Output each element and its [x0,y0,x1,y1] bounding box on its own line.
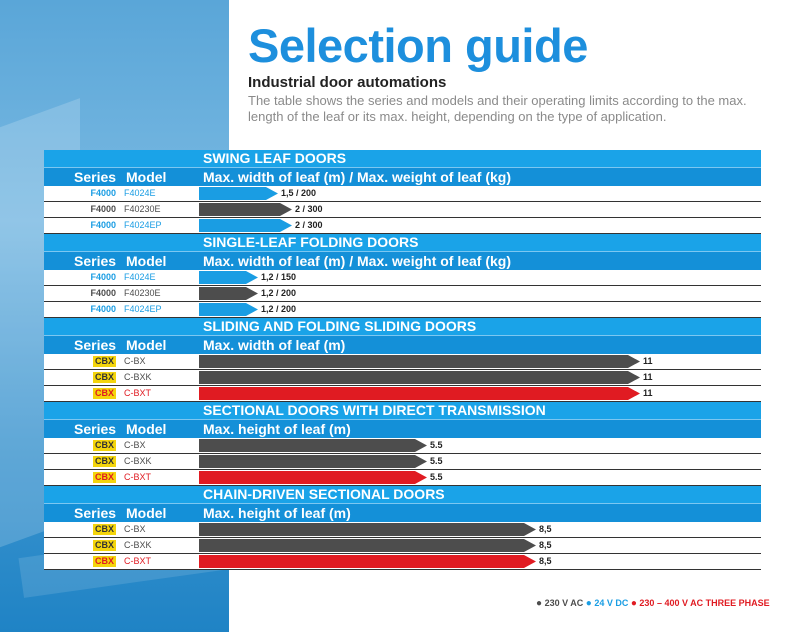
page-title: Selection guide [248,19,588,72]
limit-bar [199,555,536,568]
limit-bar-area [199,355,761,368]
section-title-text: SECTIONAL DOORS WITH DIRECT TRANSMISSION [203,402,546,418]
series-badge: CBX [94,440,114,450]
model-cell: C-BXT [124,472,151,482]
section-column-header [44,251,761,270]
table-row [44,218,761,234]
series-cell: F4000 [90,204,116,214]
section-title [44,150,761,167]
series-column-header: Series [74,337,117,353]
legend-dc24: 24 V DC [594,598,629,608]
limit-bar-area [199,187,761,200]
limit-value: 8,5 [539,556,552,566]
limit-bar [199,371,640,384]
series-cell [44,522,116,537]
series-cell: F4000 [90,220,116,230]
limit-value: 5.5 [430,440,443,450]
series-column-header: Series [74,421,117,437]
limit-value: 8,5 [539,540,552,550]
limit-value: 11 [643,388,653,398]
section-title-text: SWING LEAF DOORS [203,150,347,166]
limit-bar-area [199,371,761,384]
table-row [44,522,761,538]
series-cell [44,454,116,469]
legend-ac400: 230 – 400 V AC THREE PHASE [639,598,770,608]
series-badge: CBX [94,524,114,534]
ac230-dot-icon: ● [536,598,543,609]
series-cell [44,370,116,385]
model-column-header: Model [126,253,167,269]
section-column-header [44,419,761,438]
series-badge: CBX [94,456,114,466]
page-description: The table shows the series and models and their operating limits according to the max. length of the leaf or its max. height, depending on the type of application. [248,93,747,124]
limit-bar [199,287,258,300]
series-cell: F4000 [90,288,116,298]
limit-bar-area [199,455,761,468]
section-title [44,486,761,503]
selection-table [44,150,761,570]
table-row [44,438,761,454]
table-row [44,302,761,318]
limit-bar [199,387,640,400]
model-cell: C-BX [124,524,146,534]
section-title [44,402,761,419]
model-column-header: Model [126,169,167,185]
limit-bar-area [199,471,761,484]
table-row [44,454,761,470]
series-cell: F4000 [90,188,116,198]
model-column-header: Model [126,505,167,521]
table-row [44,386,761,402]
model-cell: F4024E [124,272,156,282]
limit-bar [199,439,427,452]
series-cell: F4000 [90,304,116,314]
model-cell: C-BXK [124,540,152,550]
series-column-header: Series [74,253,117,269]
limit-bar-area [199,219,761,232]
dc24-dot-icon: ● [585,598,592,609]
power-legend [536,598,770,609]
section-title-text: CHAIN-DRIVEN SECTIONAL DOORS [203,486,445,502]
limit-bar-area [199,555,761,568]
limit-bar-area [199,439,761,452]
table-row [44,186,761,202]
model-cell: F40230E [124,204,161,214]
limit-bar [199,471,427,484]
series-cell [44,538,116,553]
limit-value: 11 [643,372,653,382]
section-column-header [44,335,761,354]
series-column-header: Series [74,169,117,185]
section-column-header [44,503,761,522]
table-row [44,470,761,486]
series-cell [44,386,116,401]
series-cell [44,554,116,569]
limit-column-header: Max. height of leaf (m) [203,421,351,437]
model-cell: C-BX [124,440,146,450]
limit-value: 1,2 / 200 [261,288,297,298]
legend-ac230: 230 V AC [544,598,584,608]
series-badge: CBX [94,372,114,382]
model-cell: C-BXK [124,372,152,382]
limit-bar [199,455,427,468]
table-row [44,286,761,302]
limit-column-header: Max. width of leaf (m) [203,337,346,353]
series-badge: CBX [94,388,114,398]
limit-bar-area [199,287,761,300]
page-subtitle: Industrial door automations [248,74,447,91]
limit-bar-area [199,303,761,316]
limit-bar [199,355,640,368]
model-cell: F40230E [124,288,161,298]
series-badge: CBX [94,556,114,566]
limit-bar [199,539,536,552]
model-cell: F4024E [124,188,156,198]
section-title [44,318,761,335]
series-cell [44,354,116,369]
limit-value: 1,2 / 150 [261,272,297,282]
limit-value: 11 [643,356,653,366]
ac400-dot-icon: ● [630,598,637,609]
section-column-header [44,167,761,186]
limit-bar-area [199,271,761,284]
table-row [44,370,761,386]
limit-bar-area [199,539,761,552]
limit-value: 8,5 [539,524,552,534]
series-cell [44,470,116,485]
limit-value: 5.5 [430,472,443,482]
table-row [44,554,761,570]
table-row [44,354,761,370]
table-row [44,538,761,554]
table-row [44,270,761,286]
limit-column-header: Max. width of leaf (m) / Max. weight of leaf (kg) [203,253,512,269]
limit-bar-area [199,523,761,536]
series-badge: CBX [94,540,114,550]
model-cell: F4024EP [124,220,162,230]
limit-value: 1,5 / 200 [281,188,317,198]
series-badge: CBX [94,356,114,366]
section-title-text: SLIDING AND FOLDING SLIDING DOORS [203,318,477,334]
table-row [44,202,761,218]
section-title-text: SINGLE-LEAF FOLDING DOORS [203,234,419,250]
limit-bar [199,303,258,316]
page-header [248,20,768,125]
limit-bar [199,203,292,216]
limit-bar [199,187,278,200]
model-column-header: Model [126,337,167,353]
limit-value: 2 / 300 [295,204,323,214]
model-column-header: Model [126,421,167,437]
model-cell: C-BXK [124,456,152,466]
limit-bar [199,523,536,536]
limit-column-header: Max. width of leaf (m) / Max. weight of leaf (kg) [203,169,512,185]
series-column-header: Series [74,505,117,521]
model-cell: C-BXT [124,388,151,398]
series-cell [44,438,116,453]
section-title [44,234,761,251]
limit-value: 5.5 [430,456,443,466]
limit-bar-area [199,387,761,400]
model-cell: F4024EP [124,304,162,314]
limit-value: 2 / 300 [295,220,323,230]
limit-bar [199,271,258,284]
limit-bar [199,219,292,232]
series-badge: CBX [94,472,114,482]
series-cell: F4000 [90,272,116,282]
limit-value: 1,2 / 200 [261,304,297,314]
model-cell: C-BX [124,356,146,366]
limit-column-header: Max. height of leaf (m) [203,505,351,521]
limit-bar-area [199,203,761,216]
model-cell: C-BXT [124,556,151,566]
